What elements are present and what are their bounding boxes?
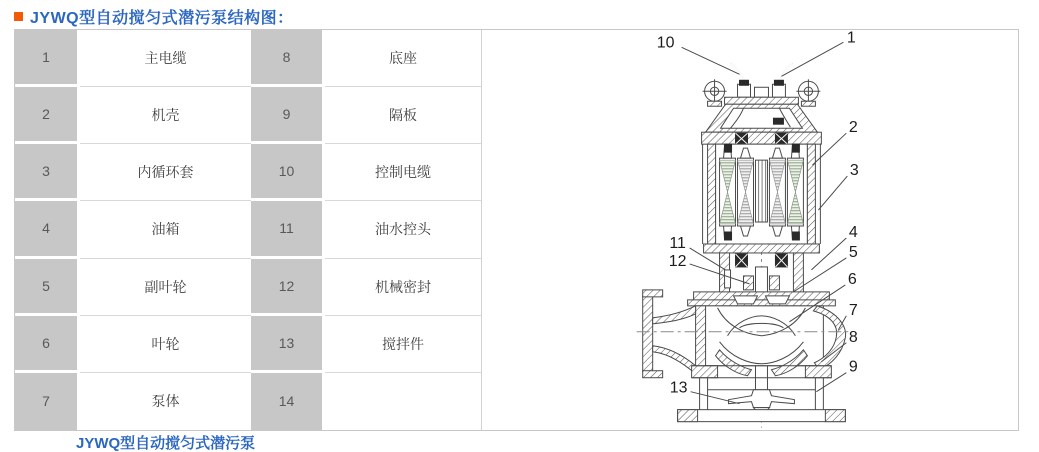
callout-4: 4 bbox=[848, 223, 858, 241]
leader-1 bbox=[781, 42, 843, 76]
part-number: 4 bbox=[15, 201, 80, 258]
content-panel bbox=[14, 29, 1019, 431]
lower-flange bbox=[704, 244, 820, 253]
callout-8: 8 bbox=[848, 328, 858, 346]
cable-gland bbox=[738, 84, 751, 97]
stand-plate-right bbox=[805, 366, 831, 378]
part-number: 6 bbox=[15, 316, 80, 373]
callout-2: 2 bbox=[848, 119, 858, 137]
discharge-horn-bottom bbox=[653, 346, 696, 374]
part-name: 隔板 bbox=[325, 87, 481, 144]
lifting-eye-left bbox=[703, 79, 727, 106]
discharge-flange-tab bbox=[643, 290, 663, 297]
part-number: 3 bbox=[15, 144, 80, 201]
next-section-heading-partial: JYWQ型自动搅匀式潜污泵 bbox=[76, 435, 256, 452]
part-number: 1 bbox=[15, 30, 80, 87]
pump-structure-diagram bbox=[482, 30, 1018, 430]
pump-drawing bbox=[482, 30, 1018, 430]
motor-shell-wall bbox=[807, 144, 815, 244]
page-title: JYWQ型自动搅匀式潜污泵结构图： bbox=[30, 10, 294, 27]
discharge-flange bbox=[643, 296, 653, 372]
gland-cap bbox=[740, 80, 749, 85]
part-name: 搅拌件 bbox=[325, 316, 481, 373]
part-name: 泵体 bbox=[80, 373, 251, 430]
part-name: 油箱 bbox=[80, 201, 251, 258]
table-row bbox=[15, 316, 481, 373]
part-number: 7 bbox=[15, 373, 80, 430]
float-switch bbox=[773, 118, 783, 124]
secondary-impeller bbox=[734, 296, 758, 304]
part-number: 5 bbox=[15, 259, 80, 316]
callout-6: 6 bbox=[847, 270, 857, 288]
motor-shell-wall bbox=[708, 144, 716, 244]
casing-left-wall bbox=[696, 306, 706, 368]
baseplate-end bbox=[678, 410, 698, 422]
part-name: 机械密封 bbox=[325, 259, 481, 316]
stirrer bbox=[729, 390, 795, 408]
table-row bbox=[15, 373, 481, 430]
table-row bbox=[15, 259, 481, 316]
discharge-horn-top bbox=[653, 306, 696, 324]
terminal-block bbox=[754, 87, 768, 97]
stand-plate-left bbox=[692, 366, 718, 378]
part-number: 11 bbox=[251, 201, 325, 258]
seal-seat bbox=[769, 276, 779, 290]
gland-cap bbox=[774, 80, 783, 85]
leader-4 bbox=[811, 238, 846, 270]
discharge-flange-tab bbox=[643, 371, 663, 378]
part-number: 13 bbox=[251, 316, 325, 373]
callout-1: 1 bbox=[846, 29, 856, 47]
part-name: 内循环套 bbox=[80, 144, 251, 201]
callout-5: 5 bbox=[848, 243, 858, 261]
leader-3 bbox=[818, 176, 847, 210]
part-name: 底座 bbox=[325, 30, 481, 87]
part-name: 机壳 bbox=[80, 87, 251, 144]
table-row bbox=[15, 87, 481, 144]
callout-9: 9 bbox=[848, 358, 858, 376]
part-number: 14 bbox=[251, 373, 325, 430]
secondary-impeller bbox=[765, 296, 789, 304]
part-name: 叶轮 bbox=[80, 316, 251, 373]
parts-table bbox=[15, 30, 482, 430]
leader-10 bbox=[682, 47, 740, 74]
cable-gland bbox=[772, 84, 785, 97]
table-row bbox=[15, 144, 481, 201]
part-number: 12 bbox=[251, 259, 325, 316]
gland-plate bbox=[725, 97, 799, 104]
casing-top-lip bbox=[688, 300, 836, 306]
oil-probe bbox=[725, 270, 731, 288]
part-name: 油水控头 bbox=[325, 201, 481, 258]
lifting-eye-right bbox=[796, 79, 820, 106]
square-bullet-icon bbox=[14, 12, 23, 21]
callout-10: 10 bbox=[656, 34, 675, 52]
part-name: 副叶轮 bbox=[80, 259, 251, 316]
baseplate-end bbox=[825, 410, 845, 422]
part-name: 控制电缆 bbox=[325, 144, 481, 201]
part-name: 主电缆 bbox=[80, 30, 251, 87]
part-name bbox=[325, 373, 481, 430]
upper-flange bbox=[702, 132, 822, 144]
callout-11: 11 bbox=[669, 234, 686, 252]
page-heading bbox=[14, 5, 294, 28]
part-number: 10 bbox=[251, 144, 325, 201]
table-row bbox=[15, 30, 481, 87]
callout-7: 7 bbox=[848, 301, 858, 319]
callout-12: 12 bbox=[668, 252, 687, 270]
part-number: 9 bbox=[251, 87, 325, 144]
callout-13: 13 bbox=[669, 379, 688, 397]
table-row bbox=[15, 201, 481, 258]
leader-13 bbox=[691, 392, 740, 404]
part-number: 8 bbox=[251, 30, 325, 87]
baseplate bbox=[678, 410, 846, 422]
part-number: 2 bbox=[15, 87, 80, 144]
callout-3: 3 bbox=[849, 162, 859, 180]
rotor-core bbox=[755, 160, 767, 222]
